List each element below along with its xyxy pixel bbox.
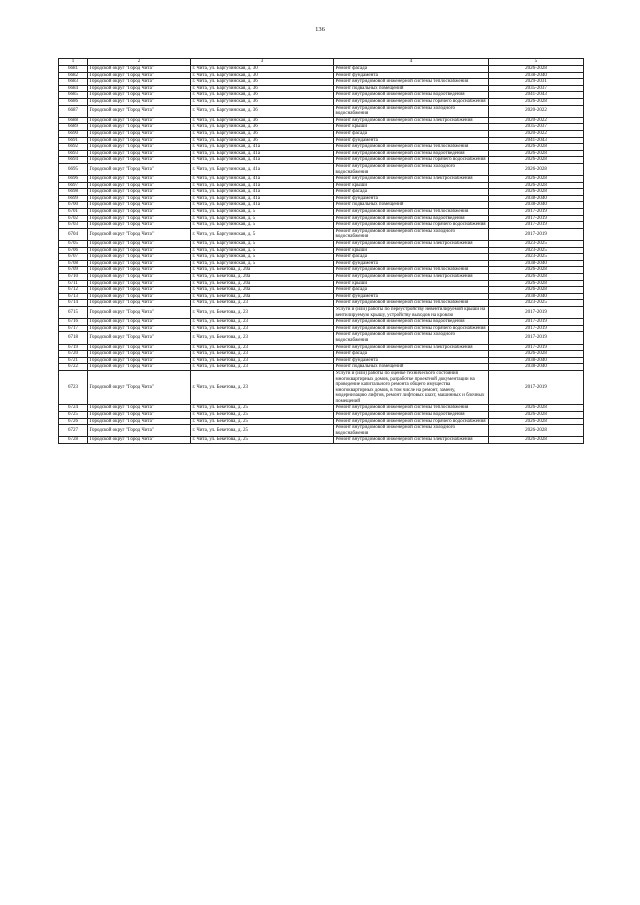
municipality-cell: Городской округ "Город Чита": [88, 215, 191, 222]
address-cell: г. Чита, ул. Бекетова, д. 23: [191, 325, 334, 332]
municipality-cell: Городской округ "Город Чита": [88, 267, 191, 274]
address-cell: г. Чита, ул. Баргузинская, д. 41а: [191, 176, 334, 183]
table-row: [59, 254, 584, 261]
address-cell: г. Чита, ул. Баргузинская, д. 41а: [191, 195, 334, 202]
row-number: 6709: [59, 267, 88, 274]
period-cell: 2026-2028: [489, 351, 584, 358]
municipality-cell: Городской округ "Город Чита": [88, 228, 191, 240]
table-row: [59, 319, 584, 326]
work-type-cell: Ремонт внутридомовой инженерной системы водоотведения: [334, 150, 489, 157]
period-cell: 2026-2028: [489, 287, 584, 294]
period-cell: 2038-2040: [489, 357, 584, 364]
row-number: 6685: [59, 92, 88, 99]
municipality-cell: Городской округ "Город Чита": [88, 351, 191, 358]
address-cell: г. Чита, ул. Баргузинская, д. 36: [191, 79, 334, 86]
table-row: [59, 425, 584, 437]
municipality-cell: Городской округ "Город Чита": [88, 150, 191, 157]
row-number: 6705: [59, 241, 88, 248]
work-type-cell: Ремонт внутридомовой инженерной системы электроснабжения: [334, 437, 489, 444]
table-row: [59, 325, 584, 332]
municipality-cell: Городской округ "Город Чита": [88, 364, 191, 371]
table-row: [59, 267, 584, 274]
table-row: [59, 98, 584, 105]
municipality-cell: Городской округ "Город Чита": [88, 370, 191, 405]
address-cell: г. Чита, ул. Бекетова, д. 23: [191, 344, 334, 351]
period-cell: 2020-2022: [489, 130, 584, 137]
period-cell: 2017-2019: [489, 209, 584, 216]
municipality-cell: Городской округ "Город Чита": [88, 425, 191, 437]
table-row: [59, 85, 584, 92]
period-cell: 2017-2019: [489, 306, 584, 318]
period-cell: 2017-2019: [489, 319, 584, 326]
period-cell: 2017-2019: [489, 228, 584, 240]
municipality-cell: Городской округ "Город Чита": [88, 254, 191, 261]
municipality-cell: Городской округ "Город Чита": [88, 66, 191, 73]
address-cell: г. Чита, ул. Бекетова, д. 20а: [191, 293, 334, 300]
column-header-1: 1: [59, 59, 88, 66]
table-row: [59, 405, 584, 412]
table-header-row: [59, 59, 584, 66]
address-cell: г. Чита, ул. Баргузинская, д. 5: [191, 222, 334, 229]
work-type-cell: Ремонт внутридомовой инженерной системы горячего водоснабжения: [334, 325, 489, 332]
work-type-cell: Услуги и (или) работы по оценке технического состояния многоквартирных домов, разработке проектной документации на проведение капитального ремонта общего имущества многоквартирных домов, в том числе на ремонт, замену, модернизацию лифтов, ремонт лифтовых шахт, машинных и блочных помещений: [334, 370, 489, 405]
row-number: 6706: [59, 247, 88, 254]
row-number: 6728: [59, 437, 88, 444]
address-cell: г. Чита, ул. Баргузинская, д. 36: [191, 105, 334, 117]
work-type-cell: Ремонт внутридомовой инженерной системы электроснабжения: [334, 344, 489, 351]
work-type-cell: Ремонт внутридомовой инженерной системы горячего водоснабжения: [334, 98, 489, 105]
work-type-cell: Ремонт внутридомовой инженерной системы холодного водоснабжения: [334, 332, 489, 344]
municipality-cell: Городской округ "Город Чита": [88, 98, 191, 105]
municipality-cell: Городской округ "Город Чита": [88, 405, 191, 412]
period-cell: 2041-2043: [489, 92, 584, 99]
address-cell: г. Чита, ул. Бекетова, д. 20а: [191, 274, 334, 281]
period-cell: 2038-2040: [489, 260, 584, 267]
row-number: 6726: [59, 418, 88, 425]
address-cell: г. Чита, ул. Бекетова, д. 23: [191, 370, 334, 405]
address-cell: г. Чита, ул. Баргузинская, д. 36: [191, 137, 334, 144]
row-number: 6710: [59, 274, 88, 281]
work-type-cell: Ремонт внутридомовой инженерной системы электроснабжения: [334, 176, 489, 183]
period-cell: 2023-2025: [489, 247, 584, 254]
work-type-cell: Ремонт крыши: [334, 280, 489, 287]
period-cell: 2017-2019: [489, 344, 584, 351]
municipality-cell: Городской округ "Город Чита": [88, 189, 191, 196]
table-row: [59, 306, 584, 318]
table-row: [59, 209, 584, 216]
period-cell: 2038-2040: [489, 293, 584, 300]
address-cell: г. Чита, ул. Баргузинская, д. 41а: [191, 182, 334, 189]
period-cell: 2041-2043: [489, 137, 584, 144]
address-cell: г. Чита, ул. Баргузинская, д. 30: [191, 72, 334, 79]
work-type-cell: Ремонт внутридомовой инженерной системы горячего водоснабжения: [334, 222, 489, 229]
table-row: [59, 287, 584, 294]
municipality-cell: Городской округ "Город Чита": [88, 157, 191, 164]
period-cell: 2026-2028: [489, 274, 584, 281]
work-type-cell: Ремонт фундамента: [334, 260, 489, 267]
period-cell: 2026-2028: [489, 144, 584, 151]
table-row: [59, 418, 584, 425]
period-cell: 2026-2028: [489, 176, 584, 183]
municipality-cell: Городской округ "Город Чита": [88, 280, 191, 287]
municipality-cell: Городской округ "Город Чита": [88, 247, 191, 254]
municipality-cell: Городской округ "Город Чита": [88, 163, 191, 175]
municipality-cell: Городской округ "Город Чита": [88, 344, 191, 351]
table-row: [59, 364, 584, 371]
period-cell: 2023-2025: [489, 300, 584, 307]
repair-schedule-table: [58, 58, 584, 444]
period-cell: 2023-2025: [489, 241, 584, 248]
row-number: 6702: [59, 215, 88, 222]
address-cell: г. Чита, ул. Бекетова, д. 25: [191, 437, 334, 444]
work-type-cell: Ремонт внутридомовой инженерной системы электроснабжения: [334, 274, 489, 281]
row-number: 6695: [59, 163, 88, 175]
period-cell: 2038-2040: [489, 195, 584, 202]
address-cell: г. Чита, ул. Бекетова, д. 23: [191, 306, 334, 318]
period-cell: 2026-2028: [489, 418, 584, 425]
address-cell: г. Чита, ул. Бекетова, д. 23: [191, 300, 334, 307]
period-cell: 2035-2037: [489, 124, 584, 131]
address-cell: г. Чита, ул. Баргузинская, д. 5: [191, 247, 334, 254]
work-type-cell: Ремонт крыши: [334, 124, 489, 131]
table-row: [59, 412, 584, 419]
work-type-cell: Ремонт внутридомовой инженерной системы горячего водоснабжения: [334, 157, 489, 164]
work-type-cell: Ремонт внутридомовой инженерной системы электроснабжения: [334, 117, 489, 124]
period-cell: 2020-2022: [489, 105, 584, 117]
work-type-cell: Ремонт подвальных помещений: [334, 202, 489, 209]
work-type-cell: Ремонт фасада: [334, 351, 489, 358]
table-row: [59, 176, 584, 183]
row-number: 6691: [59, 137, 88, 144]
municipality-cell: Городской округ "Город Чита": [88, 306, 191, 318]
row-number: 6697: [59, 182, 88, 189]
table-row: [59, 79, 584, 86]
address-cell: г. Чита, ул. Бекетова, д. 25: [191, 412, 334, 419]
period-cell: 2035-2037: [489, 85, 584, 92]
table-row: [59, 124, 584, 131]
address-cell: г. Чита, ул. Бекетова, д. 20а: [191, 280, 334, 287]
row-number: 6719: [59, 344, 88, 351]
table-row: [59, 130, 584, 137]
address-cell: г. Чита, ул. Бекетова, д. 25: [191, 418, 334, 425]
address-cell: г. Чита, ул. Баргузинская, д. 30: [191, 66, 334, 73]
row-number: 6693: [59, 150, 88, 157]
address-cell: г. Чита, ул. Баргузинская, д. 36: [191, 85, 334, 92]
period-cell: 2038-2040: [489, 202, 584, 209]
address-cell: г. Чита, ул. Баргузинская, д. 5: [191, 228, 334, 240]
table-row: [59, 182, 584, 189]
table-row: [59, 202, 584, 209]
period-cell: 2026-2028: [489, 157, 584, 164]
period-cell: 2023-2025: [489, 254, 584, 261]
municipality-cell: Городской округ "Город Чита": [88, 176, 191, 183]
municipality-cell: Городской округ "Город Чита": [88, 357, 191, 364]
table-row: [59, 274, 584, 281]
row-number: 6699: [59, 195, 88, 202]
work-type-cell: Ремонт подвальных помещений: [334, 85, 489, 92]
row-number: 6713: [59, 293, 88, 300]
period-cell: 2026-2028: [489, 412, 584, 419]
work-type-cell: Ремонт внутридомовой инженерной системы холодного водоснабжения: [334, 425, 489, 437]
work-type-cell: Ремонт внутридомовой инженерной системы теплоснабжения: [334, 405, 489, 412]
municipality-cell: Городской округ "Город Чита": [88, 274, 191, 281]
table-row: [59, 344, 584, 351]
municipality-cell: Городской округ "Город Чита": [88, 202, 191, 209]
municipality-cell: Городской округ "Город Чита": [88, 300, 191, 307]
row-number: 6716: [59, 319, 88, 326]
work-type-cell: Ремонт крыши: [334, 247, 489, 254]
table-row: [59, 293, 584, 300]
period-cell: 2026-2028: [489, 267, 584, 274]
row-number: 6689: [59, 124, 88, 131]
row-number: 6696: [59, 176, 88, 183]
period-cell: 2026-2028: [489, 405, 584, 412]
period-cell: 2026-2028: [489, 437, 584, 444]
address-cell: г. Чита, ул. Баргузинская, д. 36: [191, 117, 334, 124]
period-cell: 2026-2028: [489, 163, 584, 175]
municipality-cell: Городской округ "Город Чита": [88, 195, 191, 202]
row-number: 6717: [59, 325, 88, 332]
table-row: [59, 280, 584, 287]
municipality-cell: Городской округ "Город Чита": [88, 418, 191, 425]
municipality-cell: Городской округ "Город Чита": [88, 332, 191, 344]
address-cell: г. Чита, ул. Баргузинская, д. 5: [191, 241, 334, 248]
municipality-cell: Городской округ "Город Чита": [88, 85, 191, 92]
row-number: 6721: [59, 357, 88, 364]
work-type-cell: Ремонт внутридомовой инженерной системы водоотведения: [334, 92, 489, 99]
row-number: 6701: [59, 209, 88, 216]
table-row: [59, 72, 584, 79]
municipality-cell: Городской округ "Город Чита": [88, 72, 191, 79]
row-number: 6698: [59, 189, 88, 196]
table-row: [59, 332, 584, 344]
row-number: 6694: [59, 157, 88, 164]
table-row: [59, 195, 584, 202]
address-cell: г. Чита, ул. Баргузинская, д. 5: [191, 209, 334, 216]
table-row: [59, 117, 584, 124]
work-type-cell: Ремонт внутридомовой инженерной системы теплоснабжения: [334, 79, 489, 86]
municipality-cell: Городской округ "Город Чита": [88, 437, 191, 444]
address-cell: г. Чита, ул. Баргузинская, д. 41а: [191, 157, 334, 164]
work-type-cell: Ремонт фундамента: [334, 137, 489, 144]
work-type-cell: Ремонт фундамента: [334, 195, 489, 202]
municipality-cell: Городской округ "Город Чита": [88, 222, 191, 229]
work-type-cell: Ремонт крыши: [334, 182, 489, 189]
address-cell: г. Чита, ул. Баргузинская, д. 5: [191, 215, 334, 222]
row-number: 6703: [59, 222, 88, 229]
table-row: [59, 228, 584, 240]
row-number: 6711: [59, 280, 88, 287]
table-row: [59, 260, 584, 267]
work-type-cell: Ремонт внутридомовой инженерной системы теплоснабжения: [334, 300, 489, 307]
table-row: [59, 150, 584, 157]
address-cell: г. Чита, ул. Бекетова, д. 23: [191, 332, 334, 344]
work-type-cell: Ремонт внутридомовой инженерной системы теплоснабжения: [334, 209, 489, 216]
municipality-cell: Городской округ "Город Чита": [88, 412, 191, 419]
address-cell: г. Чита, ул. Баргузинская, д. 41а: [191, 189, 334, 196]
address-cell: г. Чита, ул. Баргузинская, д. 36: [191, 92, 334, 99]
address-cell: г. Чита, ул. Бекетова, д. 25: [191, 425, 334, 437]
table-row: [59, 163, 584, 175]
work-type-cell: Ремонт фасада: [334, 189, 489, 196]
row-number: 6718: [59, 332, 88, 344]
row-number: 6683: [59, 79, 88, 86]
address-cell: г. Чита, ул. Бекетова, д. 20а: [191, 267, 334, 274]
municipality-cell: Городской округ "Город Чита": [88, 105, 191, 117]
work-type-cell: Ремонт фасада: [334, 66, 489, 73]
row-number: 6722: [59, 364, 88, 371]
address-cell: г. Чита, ул. Бекетова, д. 23: [191, 364, 334, 371]
municipality-cell: Городской округ "Город Чита": [88, 182, 191, 189]
address-cell: г. Чита, ул. Бекетова, д. 23: [191, 319, 334, 326]
table-row: [59, 144, 584, 151]
row-number: 6688: [59, 117, 88, 124]
municipality-cell: Городской округ "Город Чита": [88, 117, 191, 124]
period-cell: 2026-2028: [489, 425, 584, 437]
column-header-3: 3: [191, 59, 334, 66]
row-number: 6704: [59, 228, 88, 240]
period-cell: 2038-2040: [489, 72, 584, 79]
work-type-cell: Ремонт внутридомовой инженерной системы электроснабжения: [334, 241, 489, 248]
work-type-cell: Ремонт внутридомовой инженерной системы холодного водоснабжения: [334, 105, 489, 117]
work-type-cell: Ремонт внутридомовой инженерной системы горячего водоснабжения: [334, 418, 489, 425]
address-cell: г. Чита, ул. Баргузинская, д. 36: [191, 124, 334, 131]
row-number: 6707: [59, 254, 88, 261]
work-type-cell: Ремонт внутридомовой инженерной системы холодного водоснабжения: [334, 228, 489, 240]
address-cell: г. Чита, ул. Бекетова, д. 23: [191, 351, 334, 358]
table-row: [59, 357, 584, 364]
table-row: [59, 189, 584, 196]
row-number: 6687: [59, 105, 88, 117]
work-type-cell: Ремонт фасада: [334, 287, 489, 294]
row-number: 6692: [59, 144, 88, 151]
municipality-cell: Городской округ "Город Чита": [88, 319, 191, 326]
row-number: 6720: [59, 351, 88, 358]
work-type-cell: Услуги и (или) работы по переустройству невентилируемой крыши на вентилируемую крышу, устройству выходов на кровлю: [334, 306, 489, 318]
municipality-cell: Городской округ "Город Чита": [88, 209, 191, 216]
period-cell: 2026-2028: [489, 98, 584, 105]
work-type-cell: Ремонт внутридомовой инженерной системы теплоснабжения: [334, 267, 489, 274]
table-row: [59, 105, 584, 117]
municipality-cell: Городской округ "Город Чита": [88, 293, 191, 300]
table-row: [59, 300, 584, 307]
table-row: [59, 370, 584, 405]
table-row: [59, 241, 584, 248]
table-row: [59, 215, 584, 222]
row-number: 6681: [59, 66, 88, 73]
period-cell: 2026-2028: [489, 280, 584, 287]
municipality-cell: Городской округ "Город Чита": [88, 137, 191, 144]
municipality-cell: Городской округ "Город Чита": [88, 130, 191, 137]
period-cell: 2038-2040: [489, 364, 584, 371]
table-row: [59, 247, 584, 254]
row-number: 6686: [59, 98, 88, 105]
work-type-cell: Ремонт фундамента: [334, 357, 489, 364]
address-cell: г. Чита, ул. Бекетова, д. 23: [191, 357, 334, 364]
row-number: 6684: [59, 85, 88, 92]
work-type-cell: Ремонт внутридомовой инженерной системы холодного водоснабжения: [334, 163, 489, 175]
row-number: 6712: [59, 287, 88, 294]
work-type-cell: Ремонт внутридомовой инженерной системы водоотведения: [334, 319, 489, 326]
period-cell: 2026-2028: [489, 150, 584, 157]
row-number: 6715: [59, 306, 88, 318]
work-type-cell: Ремонт фундамента: [334, 293, 489, 300]
row-number: 6714: [59, 300, 88, 307]
table-row: [59, 137, 584, 144]
municipality-cell: Городской округ "Город Чита": [88, 287, 191, 294]
address-cell: г. Чита, ул. Баргузинская, д. 41а: [191, 150, 334, 157]
table-row: [59, 437, 584, 444]
page-number: 136: [315, 26, 325, 33]
address-cell: г. Чита, ул. Баргузинская, д. 36: [191, 130, 334, 137]
municipality-cell: Городской округ "Город Чита": [88, 241, 191, 248]
address-cell: г. Чита, ул. Баргузинская, д. 5: [191, 260, 334, 267]
work-type-cell: Ремонт внутридомовой инженерной системы водоотведения: [334, 215, 489, 222]
period-cell: 2017-2019: [489, 370, 584, 405]
table-row: [59, 66, 584, 73]
row-number: 6700: [59, 202, 88, 209]
period-cell: 2026-2028: [489, 189, 584, 196]
work-type-cell: Ремонт фасада: [334, 130, 489, 137]
table-row: [59, 222, 584, 229]
address-cell: г. Чита, ул. Баргузинская, д. 36: [191, 98, 334, 105]
table-row: [59, 157, 584, 164]
address-cell: г. Чита, ул. Бекетова, д. 20а: [191, 287, 334, 294]
address-cell: г. Чита, ул. Баргузинская, д. 41а: [191, 144, 334, 151]
row-number: 6708: [59, 260, 88, 267]
table-row: [59, 92, 584, 99]
work-type-cell: Ремонт подвальных помещений: [334, 364, 489, 371]
period-cell: 2017-2019: [489, 332, 584, 344]
column-header-2: 2: [88, 59, 191, 66]
address-cell: г. Чита, ул. Баргузинская, д. 41а: [191, 202, 334, 209]
row-number: 6690: [59, 130, 88, 137]
address-cell: г. Чита, ул. Бекетова, д. 25: [191, 405, 334, 412]
municipality-cell: Городской округ "Город Чита": [88, 124, 191, 131]
work-type-cell: Ремонт внутридомовой инженерной системы водоотведения: [334, 412, 489, 419]
row-number: 6727: [59, 425, 88, 437]
municipality-cell: Городской округ "Город Чита": [88, 79, 191, 86]
period-cell: 2017-2019: [489, 215, 584, 222]
period-cell: 2017-2019: [489, 325, 584, 332]
municipality-cell: Городской округ "Город Чита": [88, 260, 191, 267]
work-type-cell: Ремонт фасада: [334, 254, 489, 261]
column-header-4: 4: [334, 59, 489, 66]
address-cell: г. Чита, ул. Баргузинская, д. 41а: [191, 163, 334, 175]
row-number: 6724: [59, 405, 88, 412]
row-number: 6682: [59, 72, 88, 79]
table-row: [59, 351, 584, 358]
period-cell: 2020-2022: [489, 117, 584, 124]
period-cell: 2029-2031: [489, 79, 584, 86]
municipality-cell: Городской округ "Город Чита": [88, 325, 191, 332]
municipality-cell: Городской округ "Город Чита": [88, 144, 191, 151]
column-header-5: 5: [489, 59, 584, 66]
work-type-cell: Ремонт фундамента: [334, 72, 489, 79]
row-number: 6723: [59, 370, 88, 405]
period-cell: 2026-2028: [489, 66, 584, 73]
period-cell: 2026-2028: [489, 182, 584, 189]
table-body: [59, 66, 584, 444]
work-type-cell: Ремонт внутридомовой инженерной системы теплоснабжения: [334, 144, 489, 151]
address-cell: г. Чита, ул. Баргузинская, д. 5: [191, 254, 334, 261]
row-number: 6725: [59, 412, 88, 419]
municipality-cell: Городской округ "Город Чита": [88, 92, 191, 99]
period-cell: 2017-2019: [489, 222, 584, 229]
